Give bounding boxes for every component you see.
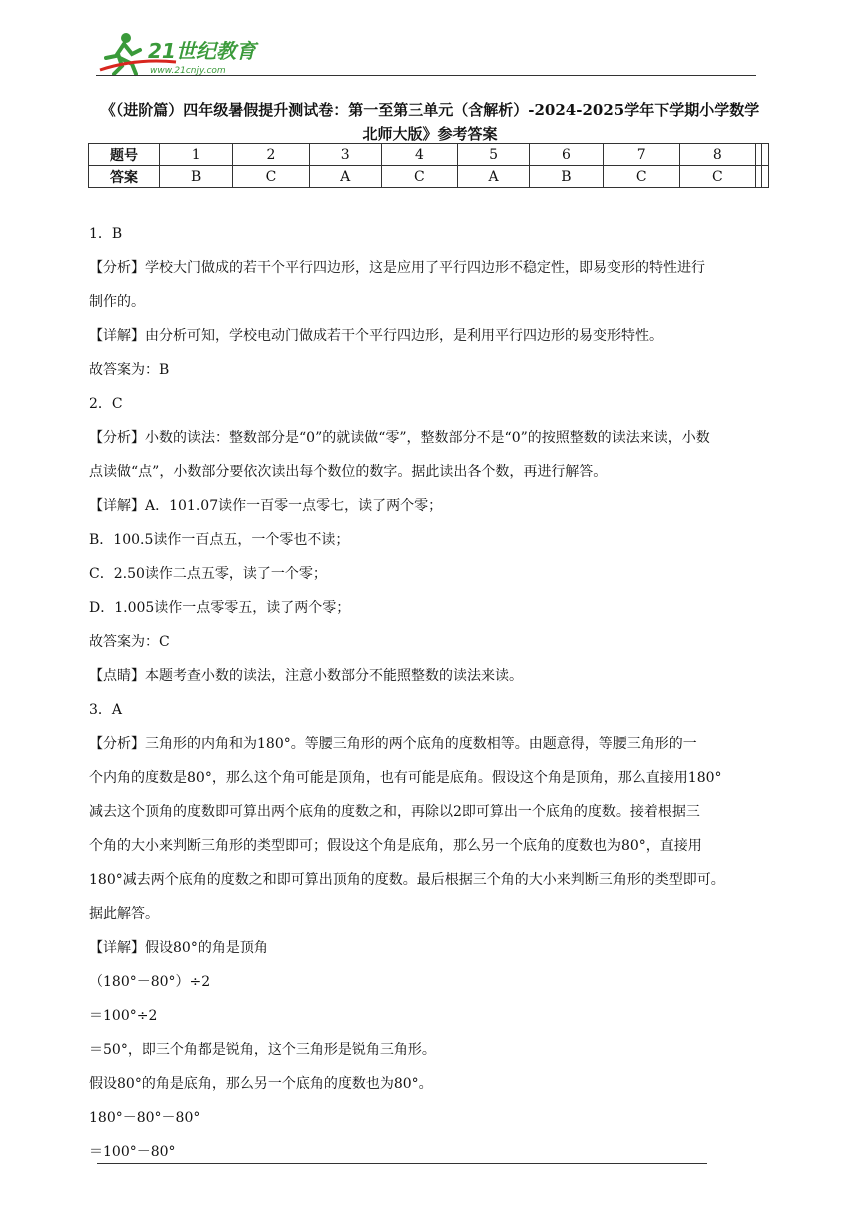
text-line: C．2.50读作二点五零，读了一个零； [89,566,327,582]
table-cell: 7 [603,144,679,166]
answer-table [88,143,769,188]
text-line: 【分析】学校大门做成的若干个平行四边形，这是应用了平行四边形不稳定性，即易变形的特性进行 [89,260,705,276]
logo-url: www.21cnjy.com [150,66,226,76]
document-title [100,98,760,146]
text-line: B．100.5读作一百点五，一个零也不读； [89,532,350,548]
text-line: 【点睛】本题考查小数的读法，注意小数部分不能照整数的读法来读。 [89,668,523,684]
table-cell: 6 [530,144,603,166]
table-cell: 8 [679,144,755,166]
row-label-answer: 答案 [89,166,160,188]
text-line: ＝50°，即三个角都是锐角，这个三角形是锐角三角形。 [89,1042,436,1058]
table-cell: 5 [457,144,529,166]
text-line: 故答案为：B [89,362,170,378]
logo [96,28,266,80]
header-divider [96,75,756,76]
footer-divider [97,1163,707,1164]
table-cell [762,166,769,188]
text-line: 180°减去两个底角的度数之和即可算出顶角的度数。最后根据三个角的大小来判断三角形的类型即可。 [89,872,725,888]
title-line-2: 北师大版》参考答案 [362,125,498,143]
table-cell: A [457,166,529,188]
text-line: 个角的大小来判断三角形的类型即可；假设这个角是底角，那么另一个底角的度数也为80°，直接用 [89,838,702,854]
text-line: （180°－80°）÷2 [89,974,211,990]
text-line: 180°－80°－80° [89,1110,201,1126]
text-line: D．1.005读作一点零零五，读了两个零； [89,600,351,616]
table-cell: B [530,166,603,188]
table-cell [762,144,769,166]
text-line: 3．A [89,702,123,718]
text-line: 2．C [89,396,123,412]
text-line: 故答案为：C [89,634,170,650]
answer-explanations [89,217,779,1169]
text-line: 个内角的度数是80°，那么这个角可能是顶角，也有可能是底角。假设这个角是顶角，那么直接用180° [89,770,722,786]
text-line: 【分析】小数的读法：整数部分是“0”的就读做“零”，整数部分不是“0”的按照整数的读法来读，小数 [89,430,710,446]
logo-text: 21世纪教育 [148,39,256,63]
text-line: 【详解】由分析可知，学校电动门做成若干个平行四边形，是利用平行四边形的易变形特性。 [89,328,663,344]
text-line: 1．B [89,226,123,242]
table-cell: 3 [309,144,381,166]
row-label-number: 题号 [89,144,160,166]
page-header [96,24,756,80]
table-cell: 2 [233,144,309,166]
table-cell: C [679,166,755,188]
text-line: ＝100°÷2 [89,1008,158,1024]
answer-row [89,166,769,188]
text-line: 减去这个顶角的度数即可算出两个底角的度数之和，再除以2即可算出一个底角的度数。接着根据三 [89,804,700,820]
text-line: 假设80°的角是底角，那么另一个底角的度数也为80°。 [89,1076,433,1092]
text-line: 【详解】假设80°的角是顶角 [89,940,268,956]
table-cell: 4 [381,144,457,166]
table-cell: B [160,166,233,188]
text-line: 据此解答。 [89,906,159,922]
question-number-row [89,144,769,166]
text-line: 【详解】A．101.07读作一百零一点零七，读了两个零； [89,498,443,514]
title-line-1: 《（进阶篇）四年级暑假提升测试卷：第一至第三单元（含解析）-2024-2025学年下学期小学数学 [100,101,760,119]
table-cell: A [309,166,381,188]
table-cell: 1 [160,144,233,166]
text-line: 点读做“点”，小数部分要依次读出每个数位的数字。据此读出各个数，再进行解答。 [89,464,608,480]
text-line: ＝100°－80° [89,1144,176,1160]
table-cell: C [233,166,309,188]
table-cell: C [603,166,679,188]
text-line: 制作的。 [89,294,145,310]
table-cell: C [381,166,457,188]
text-line: 【分析】三角形的内角和为180°。等腰三角形的两个底角的度数相等。由题意得，等腰三角形的一 [89,736,697,752]
